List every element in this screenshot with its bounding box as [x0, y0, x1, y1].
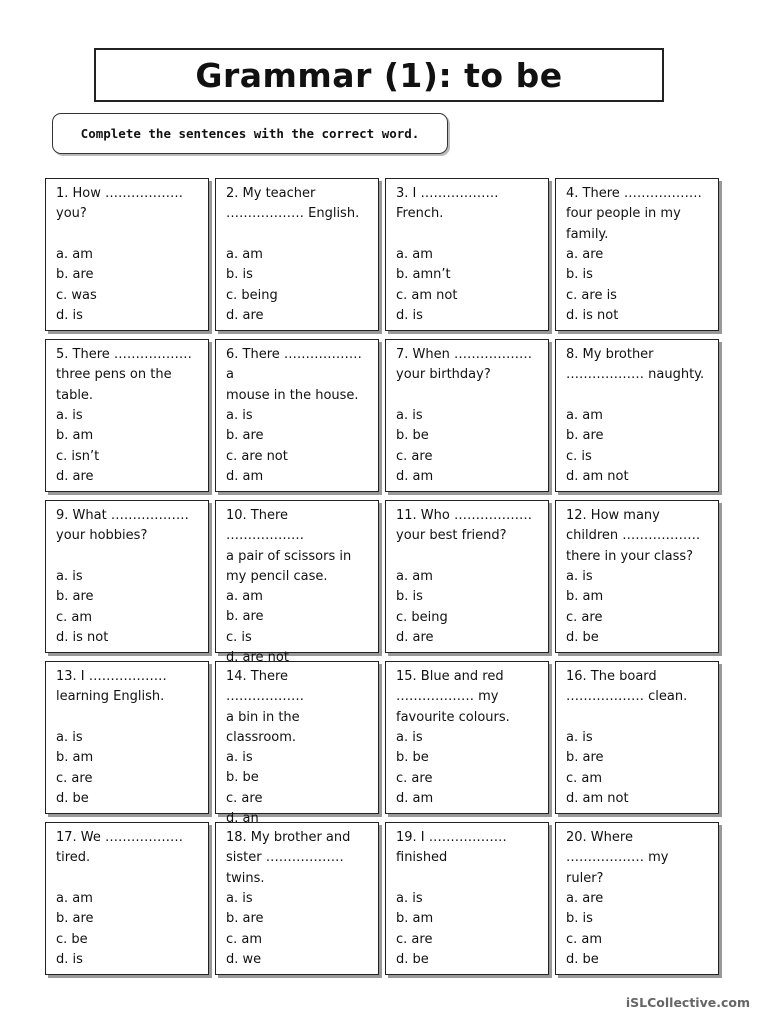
question-text: 14. There ……………… a bin in the classroom. [226, 669, 304, 745]
question-text: 5. There ……………… three pens on the table. [56, 347, 192, 403]
question-text: 17. We ……………… tired. [56, 830, 184, 866]
answer-option: c. is [226, 629, 252, 645]
watermark: iSLCollective.com [625, 995, 750, 1010]
question-card-8 [555, 339, 719, 492]
answer-option: a. is [396, 891, 423, 906]
answer-option: c. are is [566, 287, 617, 303]
answer-option: b. amn’t [396, 267, 451, 283]
question-text: 18. My brother and sister ……………… twins. [226, 830, 351, 886]
answer-option: a. is [226, 891, 253, 906]
answer-option: b. are [56, 267, 94, 283]
answer-option: c. are [56, 770, 93, 786]
question-card-17 [45, 822, 209, 975]
title-box [94, 48, 664, 102]
question-text: 7. When ……………… your birthday? [396, 347, 532, 383]
answer-option: a. is [56, 408, 83, 423]
question-text: 11. Who ……………… your best friend? [396, 508, 532, 544]
answer-option: b. are [226, 609, 264, 625]
answer-option: c. isn’t [56, 448, 100, 464]
answer-option: b. are [566, 428, 604, 444]
question-text: 15. Blue and red ……………… my favourite colours. [396, 669, 510, 725]
answer-option: a. am [226, 247, 263, 262]
answer-option: a. is [566, 569, 593, 584]
question-text: 19. I ……………… finished [396, 830, 507, 866]
question-card-11 [385, 500, 549, 653]
question-card-10 [215, 500, 379, 666]
answer-option: c. am [566, 770, 603, 786]
question-text: 13. I ……………… learning English. [56, 669, 167, 705]
question-card-13 [45, 661, 209, 814]
question-card-7 [385, 339, 549, 492]
answer-option: d. is not [56, 629, 109, 645]
answer-option: d. is [56, 951, 83, 967]
question-text: 8. My brother ……………… naughty. [566, 347, 705, 383]
answer-option: c. being [226, 287, 278, 303]
answer-option: a. are [566, 247, 604, 262]
answer-option: c. are [396, 770, 433, 786]
question-card-20 [555, 822, 719, 975]
answer-option: b. are [56, 911, 94, 927]
answer-option: c. are [226, 790, 263, 806]
answer-option: b. is [396, 589, 423, 605]
answer-option: d. be [56, 790, 89, 806]
answer-option: b. are [226, 428, 264, 444]
answer-option: a. is [566, 730, 593, 745]
answer-option: a. am [396, 247, 433, 262]
answer-option: d. is [56, 307, 83, 323]
question-card-19 [385, 822, 549, 975]
answer-option: a. am [566, 408, 603, 423]
answer-option: c. am [566, 931, 603, 947]
answer-option: b. is [226, 267, 253, 283]
answer-option: a. am [396, 569, 433, 584]
answer-option: c. am [56, 609, 93, 625]
answer-option: c. being [396, 609, 448, 625]
question-card-9 [45, 500, 209, 653]
answer-option: a. are [566, 891, 604, 906]
answer-option: d. are not [226, 650, 289, 666]
question-text: 9. What ……………… your hobbies? [56, 508, 189, 544]
answer-option: b. are [566, 750, 604, 766]
question-card-3 [385, 178, 549, 331]
question-text: 2. My teacher ……………… English. [226, 186, 360, 222]
answer-option: d. am not [566, 468, 629, 484]
question-card-6 [215, 339, 379, 492]
answer-option: d. are [56, 468, 94, 484]
question-text: 12. How many children ……………… there in your class? [566, 508, 701, 564]
answer-option: a. is [226, 750, 253, 766]
question-card-18 [215, 822, 379, 975]
answer-option: a. am [56, 247, 93, 262]
answer-option: b. are [56, 589, 94, 605]
question-card-15 [385, 661, 549, 814]
answer-option: c. are [566, 609, 603, 625]
answer-option: d. am not [566, 790, 629, 806]
answer-option: d. be [396, 951, 429, 967]
question-card-2 [215, 178, 379, 331]
answer-option: c. was [56, 287, 97, 303]
page-title: Grammar (1): to be [195, 55, 563, 95]
answer-option: d. am [396, 468, 434, 484]
answer-option: b. is [566, 267, 593, 283]
answer-option: c. are not [226, 448, 288, 464]
answer-option: b. am [396, 911, 434, 927]
question-text: 20. Where ……………… my ruler? [566, 830, 669, 886]
answer-option: d. an [226, 811, 259, 827]
question-text: 1. How ……………… you? [56, 186, 184, 222]
answer-option: a. is [396, 408, 423, 423]
answer-option: d. we [226, 951, 262, 967]
question-text: 16. The board ……………… clean. [566, 669, 688, 705]
answer-option: b. is [566, 911, 593, 927]
answer-option: b. am [56, 750, 94, 766]
instruction-text: Complete the sentences with the correct word. [80, 126, 420, 141]
answer-option: b. are [226, 911, 264, 927]
answer-option: c. am [226, 931, 263, 947]
question-card-12 [555, 500, 719, 653]
question-card-14 [215, 661, 379, 827]
question-card-1 [45, 178, 209, 331]
question-card-16 [555, 661, 719, 814]
answer-option: c. are [396, 448, 433, 464]
answer-option: d. are [226, 307, 264, 323]
question-card-4 [555, 178, 719, 331]
answer-option: a. is [56, 569, 83, 584]
question-text: 10. There ……………… a pair of scissors in my pencil case. [226, 508, 352, 584]
answer-option: c. are [396, 931, 433, 947]
answer-option: b. be [226, 770, 259, 786]
instruction-box [52, 113, 448, 154]
answer-option: c. be [56, 931, 88, 947]
answer-option: d. be [566, 951, 599, 967]
answer-option: a. is [56, 730, 83, 745]
question-grid [45, 178, 719, 975]
answer-option: d. is not [566, 307, 619, 323]
answer-option: a. am [226, 589, 263, 605]
answer-option: c. am not [396, 287, 458, 303]
answer-option: b. am [56, 428, 94, 444]
question-text: 6. There ……………… a mouse in the house. [226, 347, 362, 403]
answer-option: d. am [396, 790, 434, 806]
answer-option: d. are [396, 629, 434, 645]
answer-option: c. is [566, 448, 592, 464]
answer-option: d. is [396, 307, 423, 323]
answer-option: a. is [396, 730, 423, 745]
answer-option: b. be [396, 750, 429, 766]
answer-option: b. am [566, 589, 604, 605]
answer-option: a. is [226, 408, 253, 423]
answer-option: b. be [396, 428, 429, 444]
question-text: 3. I ……………… French. [396, 186, 499, 222]
answer-option: d. am [226, 468, 264, 484]
question-text: 4. There ……………… four people in my family. [566, 186, 702, 242]
answer-option: d. be [566, 629, 599, 645]
question-card-5 [45, 339, 209, 492]
answer-option: a. am [56, 891, 93, 906]
